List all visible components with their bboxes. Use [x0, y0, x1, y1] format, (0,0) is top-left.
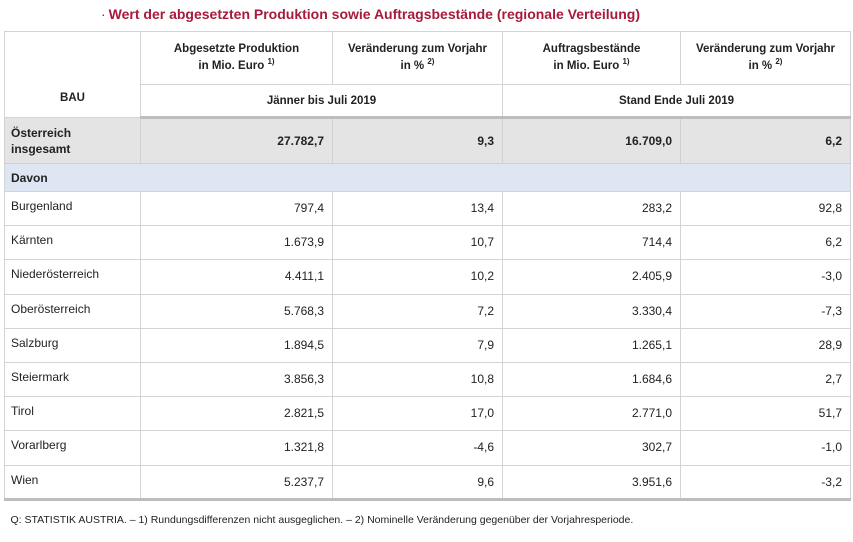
table-row: [5, 431, 851, 465]
region-label: Niederösterreich: [5, 260, 141, 294]
table-cell: 51,7: [681, 397, 851, 431]
table-cell: 302,7: [503, 431, 681, 465]
table-cell: 714,4: [503, 226, 681, 260]
footnote-ref-2: 2): [427, 57, 435, 67]
table-cell: 1.265,1: [503, 328, 681, 362]
column-header-orders-change-line2: in %: [748, 60, 773, 72]
table-cell: 10,7: [333, 226, 503, 260]
table-cell: 9,6: [333, 465, 503, 499]
column-header-production-line2: in Mio. Euro: [198, 60, 265, 72]
table-cell: 1.321,8: [141, 431, 333, 465]
table-cell: 13,4: [333, 192, 503, 226]
section-label: Davon: [5, 164, 851, 192]
column-header-production-change: [333, 32, 503, 85]
table-row: [5, 192, 851, 226]
period-header-production: Jänner bis Juli 2019: [141, 85, 503, 118]
column-header-orders-change-line1: Veränderung zum Vorjahr: [695, 43, 836, 55]
production-table: [4, 31, 851, 539]
total-row: [5, 118, 851, 164]
region-label: Tirol: [5, 397, 141, 431]
table-row: [5, 362, 851, 396]
row-label-header: BAU: [5, 32, 141, 118]
footnote-row: [5, 499, 851, 539]
table-cell: 797,4: [141, 192, 333, 226]
table-cell: 2.821,5: [141, 397, 333, 431]
column-header-production-change-line1: Veränderung zum Vorjahr: [347, 43, 488, 55]
table-cell: 10,8: [333, 362, 503, 396]
table-cell: 7,2: [333, 294, 503, 328]
column-header-orders: [503, 32, 681, 85]
total-label-line2: insgesamt: [11, 141, 71, 156]
table-cell: 283,2: [503, 192, 681, 226]
total-cell: 9,3: [333, 118, 503, 164]
table-caption: [101, 4, 640, 24]
column-header-orders-line1: Auftragsbestände: [542, 43, 641, 55]
period-header-orders: Stand Ende Juli 2019: [503, 85, 851, 118]
total-cell: 27.782,7: [141, 118, 333, 164]
region-label: Steiermark: [5, 362, 141, 396]
table-cell: 5.237,7: [141, 465, 333, 499]
footnote-ref-1: 1): [267, 57, 275, 67]
region-label: Oberösterreich: [5, 294, 141, 328]
table-cell: 17,0: [333, 397, 503, 431]
table-cell: 2,7: [681, 362, 851, 396]
table-cell: 3.330,4: [503, 294, 681, 328]
total-cell: 6,2: [681, 118, 851, 164]
total-label-line1: Österreich: [11, 125, 72, 140]
table-cell: 10,2: [333, 260, 503, 294]
table-cell: 4.411,1: [141, 260, 333, 294]
total-row-label: [5, 118, 141, 164]
header-row-columns: [5, 32, 851, 85]
column-header-production: [141, 32, 333, 85]
region-label: Vorarlberg: [5, 431, 141, 465]
region-label: Wien: [5, 465, 141, 499]
table-cell: -4,6: [333, 431, 503, 465]
table-cell: 1.684,6: [503, 362, 681, 396]
table-cell: 1.673,9: [141, 226, 333, 260]
table-cell: 2.771,0: [503, 397, 681, 431]
table-row: [5, 226, 851, 260]
total-cell: 16.709,0: [503, 118, 681, 164]
region-label: Salzburg: [5, 328, 141, 362]
column-header-production-line1: Abgesetzte Produktion: [173, 43, 300, 55]
table-cell: -3,2: [681, 465, 851, 499]
region-label: Kärnten: [5, 226, 141, 260]
table-row: [5, 294, 851, 328]
footnote-ref-1: 1): [622, 57, 630, 67]
footnote-ref-2: 2): [775, 57, 783, 67]
caption-title: Wert der abgesetzten Produktion sowie Auftragsbestände (regionale Verteilung): [108, 6, 640, 22]
table-cell: 92,8: [681, 192, 851, 226]
column-header-orders-change: [681, 32, 851, 85]
region-label: Burgenland: [5, 192, 141, 226]
column-header-orders-line2: in Mio. Euro: [553, 60, 620, 72]
table-cell: 7,9: [333, 328, 503, 362]
table-row: [5, 397, 851, 431]
table-cell: 3.856,3: [141, 362, 333, 396]
table-cell: -1,0: [681, 431, 851, 465]
section-row: [5, 164, 851, 192]
table-cell: -3,0: [681, 260, 851, 294]
table-footnote: Q: STATISTIK AUSTRIA. – 1) Rundungsdifferenzen nicht ausgeglichen. – 2) Nominelle Veränderung gegenüber der Vorjahresperiode.: [10, 513, 634, 526]
caption-bullet: ·: [101, 6, 106, 22]
table-row: [5, 260, 851, 294]
table-cell: 5.768,3: [141, 294, 333, 328]
table-cell: -7,3: [681, 294, 851, 328]
table-row: [5, 328, 851, 362]
table-cell: 6,2: [681, 226, 851, 260]
table-row: [5, 465, 851, 499]
table-cell: 28,9: [681, 328, 851, 362]
table-cell: 1.894,5: [141, 328, 333, 362]
table-cell: 2.405,9: [503, 260, 681, 294]
column-header-production-change-line2: in %: [400, 60, 425, 72]
table-cell: 3.951,6: [503, 465, 681, 499]
